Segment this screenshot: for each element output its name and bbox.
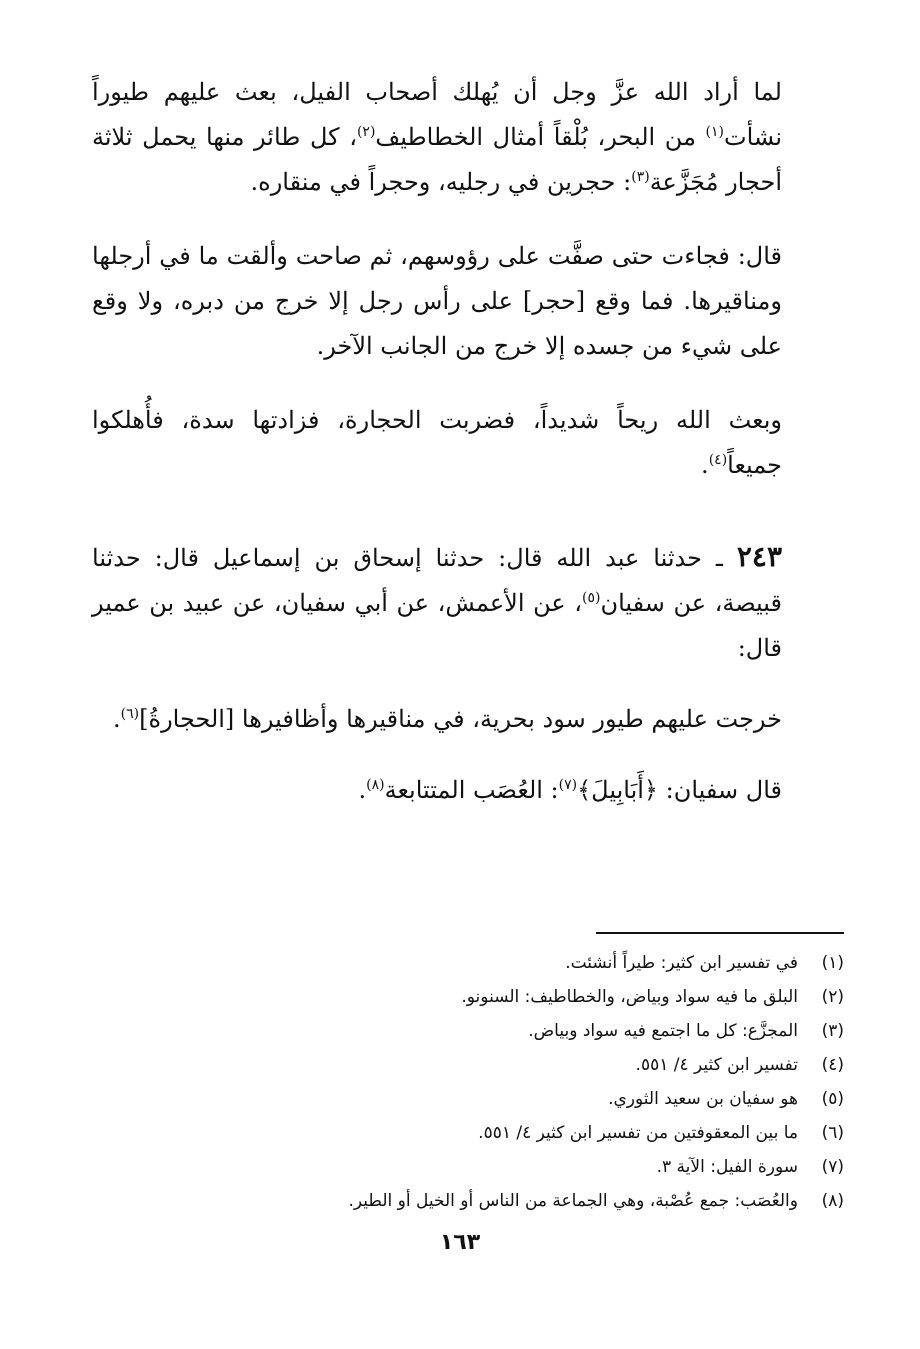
footnote-ref-4[interactable]: (٤) bbox=[708, 452, 728, 468]
footnote-2 bbox=[92, 980, 844, 1014]
footnote-mark: (٥) bbox=[821, 1089, 844, 1109]
footnote-text: والعُصَب: جمع عُصْبة، وهي الجماعة من الناس أو الخيل أو الطير. bbox=[348, 1191, 798, 1211]
paragraph-6-text-a: قال سفيان: ﴿أَبَابِيلَ﴾ bbox=[577, 776, 782, 804]
paragraph-1 bbox=[92, 70, 844, 205]
footnote-text: المجزَّع: كل ما اجتمع فيه سواد وبياض. bbox=[528, 1021, 798, 1041]
paragraph-1-text-b: من البحر، بُلْقاً أمثال الخطاطيف bbox=[375, 123, 706, 151]
footnote-text: هو سفيان بن سعيد الثوري. bbox=[608, 1089, 798, 1109]
footnotes bbox=[92, 946, 844, 1218]
footnote-mark: (٦) bbox=[821, 1123, 844, 1143]
footnote-1 bbox=[92, 946, 844, 980]
footnote-ref-6[interactable]: (٦) bbox=[120, 706, 140, 722]
paragraph-6-end: . bbox=[358, 776, 367, 804]
footnote-text: في تفسير ابن كثير: طيراً أنشئت. bbox=[565, 953, 798, 973]
page-number: ١٦٣ bbox=[439, 1230, 481, 1255]
footnote-ref-7[interactable]: (٧) bbox=[558, 777, 578, 793]
footnote-7 bbox=[92, 1150, 844, 1184]
footnote-ref-8[interactable]: (٨) bbox=[366, 777, 385, 793]
footnote-ref-2[interactable]: (٢) bbox=[356, 124, 376, 140]
paragraph-3-end: . bbox=[701, 451, 709, 479]
footnote-text: البلق ما فيه سواد وبياض، والخطاطيف: السنونو. bbox=[461, 987, 798, 1007]
hadith-number: ٢٤٣ bbox=[736, 540, 782, 573]
main-text bbox=[92, 70, 844, 813]
footnote-ref-1[interactable]: (١) bbox=[705, 124, 724, 140]
hadith-243-text-b: ، عن الأعمش، عن أبي سفيان، عن عبيد بن عمير قال: bbox=[92, 589, 782, 662]
footnote-3 bbox=[92, 1014, 844, 1048]
footnote-8 bbox=[92, 1184, 844, 1218]
paragraph-5-text: خرجت عليهم طيور سود بحرية، في مناقيرها وأظافيرها [الحجارةُ] bbox=[139, 705, 782, 733]
paragraph-1-text-c: ، كل طائر منها يحمل ثلاثة أحجار مُجَزَّعة bbox=[92, 123, 782, 196]
hadith-243 bbox=[92, 534, 844, 671]
paragraph-3 bbox=[92, 398, 844, 488]
paragraph-1-text-d: : حجرين في رجليه، وحجراً في منقاره. bbox=[250, 168, 632, 196]
footnote-4 bbox=[92, 1048, 844, 1082]
footnote-mark: (٤) bbox=[821, 1055, 844, 1075]
paragraph-2 bbox=[92, 234, 844, 369]
hadith-243-text-a: ـ حدثنا عبد الله قال: حدثنا إسحاق بن إسماعيل قال: حدثنا قبيصة، عن سفيان bbox=[92, 544, 782, 617]
footnote-separator bbox=[596, 932, 844, 934]
paragraph-3-text: وبعث الله ريحاً شديداً، فضربت الحجارة، فزادتها سدة، فأُهلكوا جميعاً bbox=[92, 406, 782, 479]
paragraph-2-text: قال: فجاءت حتى صفَّت على رؤوسهم، ثم صاحت وألقت ما في أرجلها ومناقيرها. فما وقع [حجر] على رأس رجل إلا خرج من دبره، ولا وقع على شيء من جسده إلا خرج من الجانب الآخر. bbox=[92, 242, 782, 360]
paragraph-5 bbox=[92, 697, 844, 742]
footnote-ref-3[interactable]: (٣) bbox=[631, 169, 650, 185]
footnote-text: تفسير ابن كثير ٤/ ٥٥١. bbox=[635, 1055, 798, 1075]
footnote-mark: (٣) bbox=[821, 1021, 844, 1041]
footnote-ref-5[interactable]: (٥) bbox=[582, 590, 601, 606]
footnote-mark: (٧) bbox=[821, 1157, 844, 1177]
paragraph-6 bbox=[92, 768, 844, 813]
footnote-text: ما بين المعقوفتين من تفسير ابن كثير ٤/ ٥٥١. bbox=[478, 1123, 798, 1143]
footnote-mark: (٨) bbox=[821, 1191, 844, 1211]
paragraph-6-text-b: : العُصَب المتتابعة bbox=[384, 776, 559, 804]
footnote-text: سورة الفيل: الآية ٣. bbox=[656, 1157, 798, 1177]
footnote-mark: (١) bbox=[821, 953, 844, 973]
footnote-6 bbox=[92, 1116, 844, 1150]
paragraph-5-end: . bbox=[113, 705, 121, 733]
footnote-5 bbox=[92, 1082, 844, 1116]
footnote-mark: (٢) bbox=[821, 987, 844, 1007]
paragraph-1-text-a: لما أراد الله عزَّ وجل أن يُهلك أصحاب الفيل، بعث عليهم طيوراً نشأت bbox=[92, 78, 782, 151]
